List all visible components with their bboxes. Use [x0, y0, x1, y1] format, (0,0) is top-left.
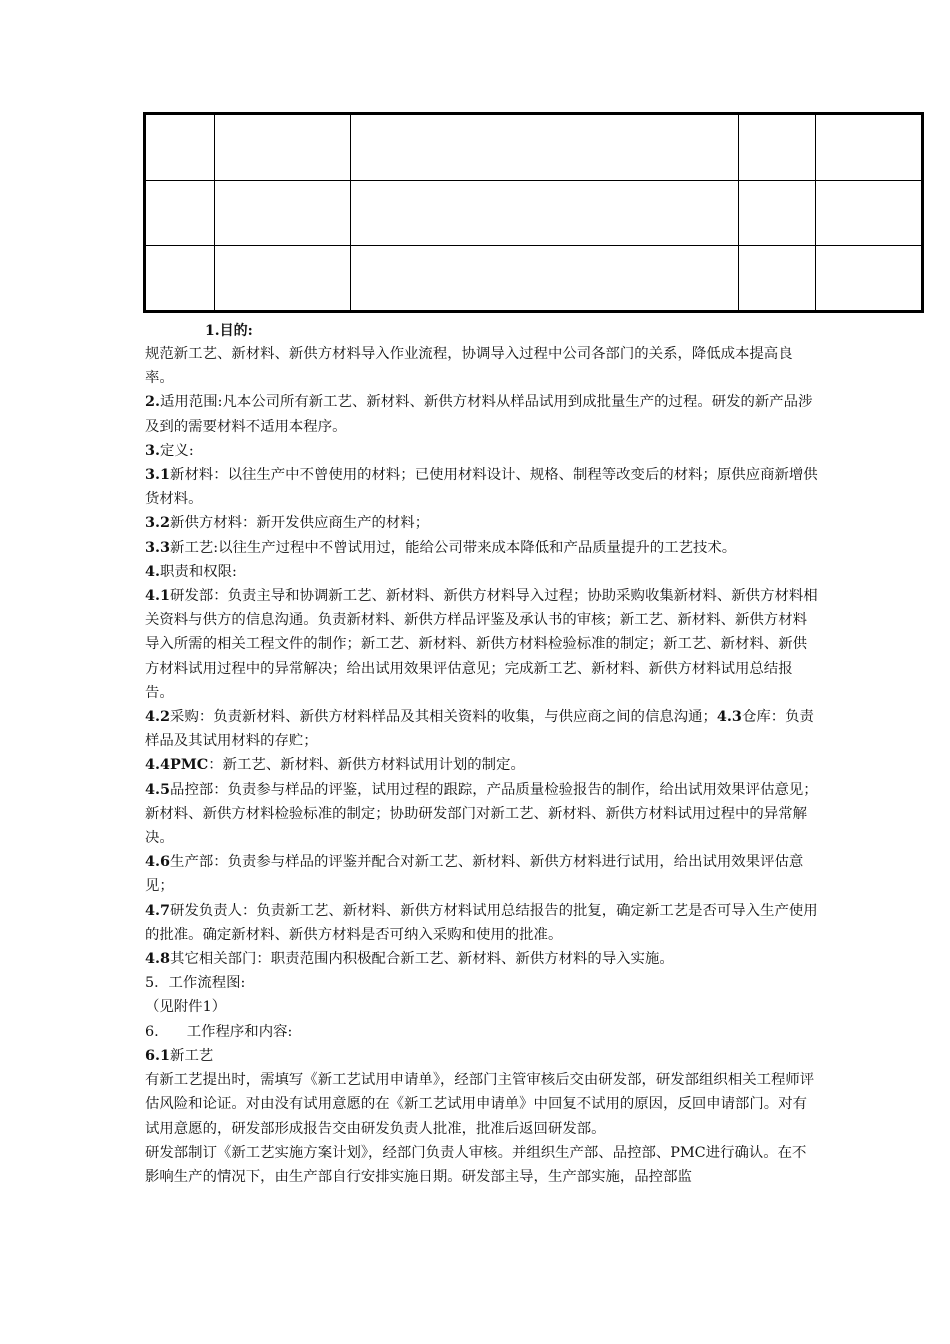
scope-section — [145, 390, 820, 438]
definition-heading: 3.定义: — [145, 441, 194, 459]
purpose-heading: 1.目的: — [205, 323, 253, 339]
flow-heading: 5．工作流程图: — [145, 975, 246, 992]
responsibility-item: 4.2采购：负责新材料、新供方材料样品及其相关资料的收集，与供应商之间的信息沟通；4.3仓库：负责样品及其试用材料的存贮； — [145, 708, 814, 750]
table-cell — [350, 245, 738, 310]
scope-text: 适用范围:凡本公司所有新工艺、新材料、新供方材料从样品试用到成批量生产的过程。研发的新产品涉及到的需要材料不适用本程序。 — [145, 394, 813, 435]
document-body — [145, 342, 820, 1189]
section-number: 2. — [145, 393, 161, 411]
responsibility-item: 4.4PMC：新工艺、新材料、新供方材料试用计划的制定。 — [145, 756, 525, 774]
section-number: 4.8 — [145, 950, 171, 968]
procedure-paragraph: 有新工艺提出时，需填写《新工艺试用申请单》，经部门主管审核后交由研发部，研发部组织相关工程师评估风险和论证。对由没有试用意愿的在《新工艺试用申请单》中回复不试用的原因，反回申请部门。对有试用意愿的，研发部形成报告交由研发负责人批准，批准后返回研发部。 — [145, 1072, 815, 1137]
table-row — [146, 245, 921, 310]
procedure-paragraph: 研发部制订《新工艺实施方案计划》，经部门负责人审核。并组织生产部、品控部、PMC进行确认。在不影响生产的情况下，由生产部自行安排实施日期。研发部主导，生产部实施，品控部监 — [145, 1144, 807, 1185]
section-number: 3.1 — [145, 466, 171, 484]
section-number: 4.1 — [145, 587, 171, 605]
section-number: 4.6 — [145, 853, 171, 871]
section-number: 3. — [145, 441, 161, 459]
table-cell — [815, 245, 921, 310]
responsibility-item: 4.5品控部：负责参与样品的评鉴，试用过程的跟踪，产品质量检验报告的制作，给出试用效果评估意见；新材料、新供方材料检验标准的制定；协助研发部门对新工艺、新材料、新供方材料试用过程中的异常解决。 — [145, 780, 818, 847]
purpose-text: 规范新工艺、新材料、新供方材料导入作业流程，协调导入过程中公司各部门的关系，降低成本提高良率。 — [145, 346, 793, 387]
flow-note: （见附件1） — [145, 999, 227, 1016]
table-cell — [738, 180, 815, 245]
section-number: 6. — [145, 1023, 159, 1040]
table-cell — [146, 115, 214, 180]
table-cell — [214, 245, 350, 310]
responsibility-heading: 4.职责和权限: — [145, 562, 237, 580]
section-number: 6.1 — [145, 1046, 171, 1064]
table-cell — [146, 180, 214, 245]
table-cell — [815, 180, 921, 245]
definition-item: 3.1新材料：以往生产中不曾使用的材料；已使用材料设计、规格、制程等改变后的材料；原供应商新增供货材料。 — [145, 466, 818, 508]
header-table — [143, 112, 924, 313]
table-cell — [738, 115, 815, 180]
table-cell — [214, 115, 350, 180]
table-cell — [350, 180, 738, 245]
section-number: 3.3 — [145, 538, 171, 556]
section-number: 4.5 — [145, 780, 171, 798]
definition-item: 3.3新工艺:以往生产过程中不曾试用过，能给公司带来成本降低和产品质量提升的工艺技术。 — [145, 538, 737, 556]
table-cell — [214, 180, 350, 245]
section-number: 4.4PMC — [145, 756, 209, 774]
definition-item: 3.2新供方材料：新开发供应商生产的材料； — [145, 514, 430, 532]
responsibility-item: 4.7研发负责人：负责新工艺、新材料、新供方材料试用总结报告的批复，确定新工艺是否可导入生产使用的批准。确定新材料、新供方材料是否可纳入采购和使用的批准。 — [145, 901, 818, 943]
section-number: 3.2 — [145, 514, 171, 532]
responsibility-item: 4.6生产部：负责参与样品的评鉴并配合对新工艺、新材料、新供方材料进行试用，给出试用效果评估意见； — [145, 853, 804, 895]
section-number: 4.3 — [716, 708, 742, 726]
table-cell — [738, 245, 815, 310]
section-number: 4. — [145, 562, 161, 580]
responsibility-item: 4.1研发部：负责主导和协调新工艺、新材料、新供方材料导入过程；协助采购收集新材料、新供方材料相关资料与供方的信息沟通。负责新材料、新供方样品评鉴及承认书的审核；新工艺、新材料、新供方材料导入所需的相关工程文件的制作；新工艺、新材料、新供方材料检验标准的制定；新工艺、新材料、新供方材料试用过程中的异常解决；给出试用效果评估意见；完成新工艺、新材料、新供方材料试用总结报告。 — [145, 587, 818, 701]
section-number: 4.2 — [145, 708, 171, 726]
procedure-subheading: 6.1新工艺 — [145, 1046, 214, 1064]
table-cell — [815, 115, 921, 180]
table-cell — [350, 115, 738, 180]
section-number: 4.7 — [145, 901, 171, 919]
responsibility-item: 4.8其它相关部门：职责范围内积极配合新工艺、新材料、新供方材料的导入实施。 — [145, 950, 674, 968]
table-row — [146, 180, 921, 245]
table-row — [146, 115, 921, 180]
procedure-heading: 6. 工作程序和内容: — [145, 1023, 293, 1040]
table-cell — [146, 245, 214, 310]
